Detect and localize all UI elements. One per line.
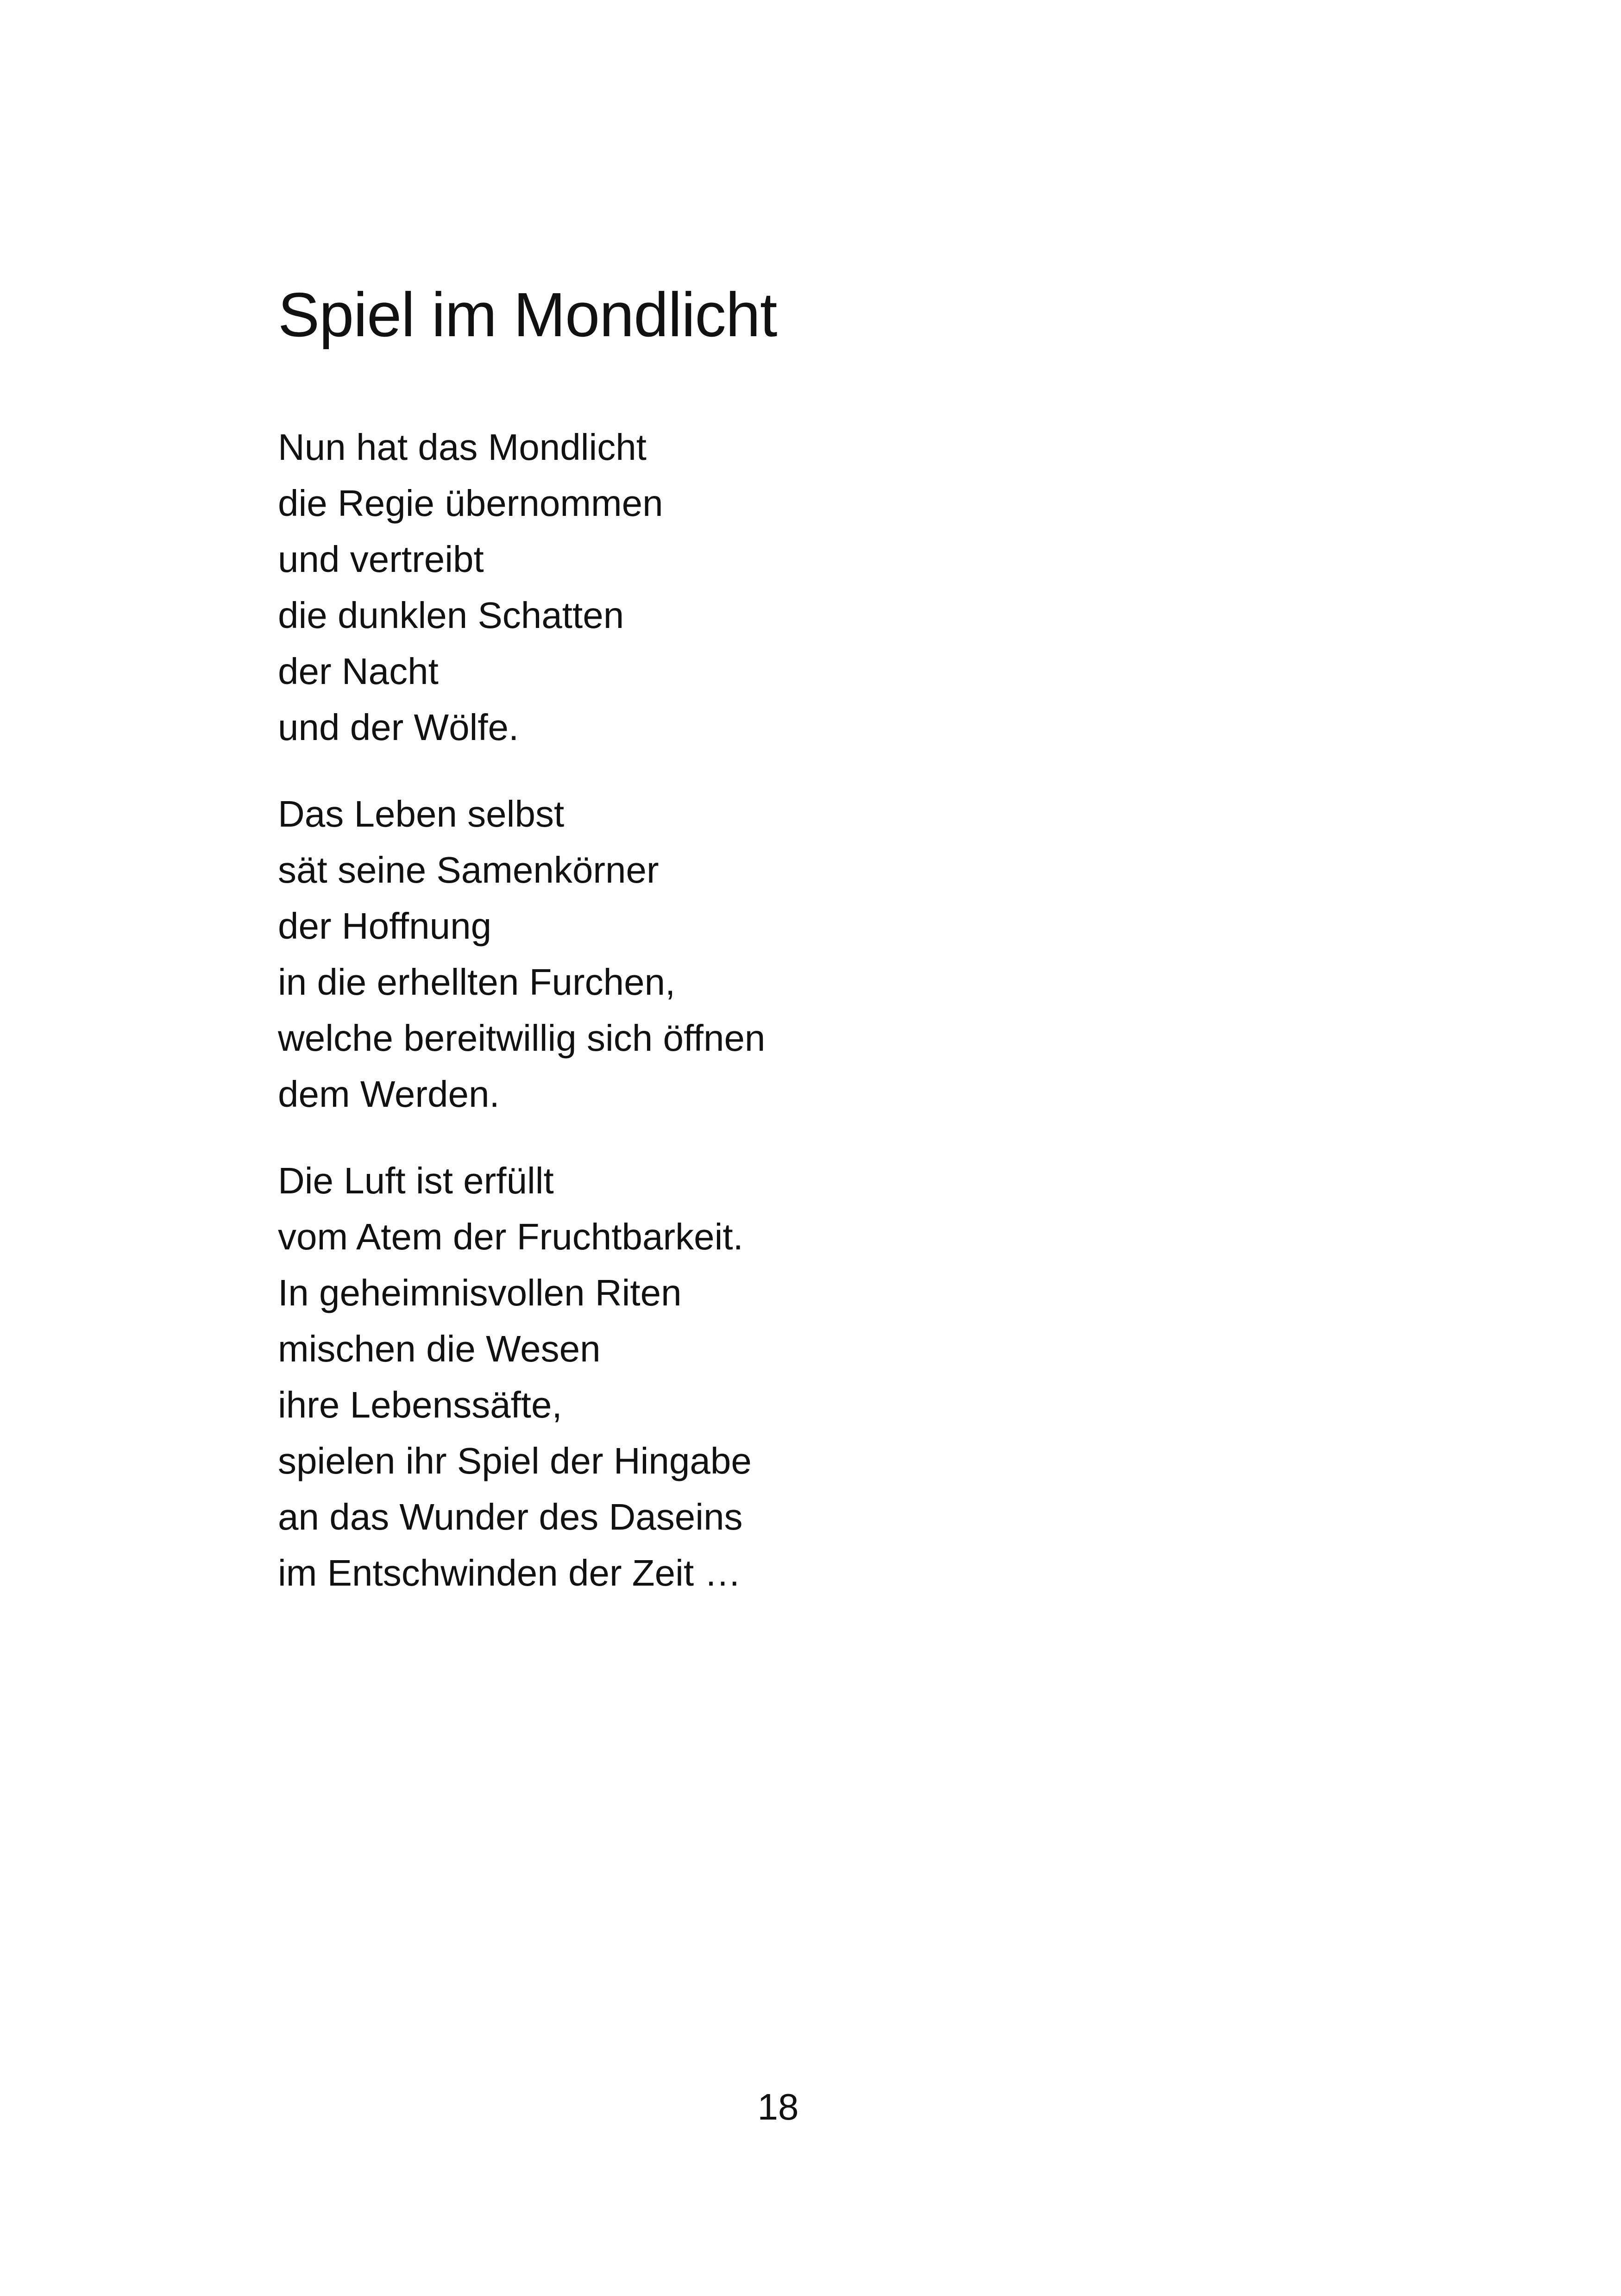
poem-line: welche bereitwillig sich öffnen bbox=[278, 1017, 766, 1059]
poem-line: sät seine Samenkörner bbox=[278, 849, 659, 891]
stanza-2 bbox=[278, 786, 1389, 1122]
poem-line: der Nacht bbox=[278, 651, 439, 692]
stanza-1 bbox=[278, 419, 1389, 755]
poem-line: die dunklen Schatten bbox=[278, 595, 624, 636]
poem-line: ihre Lebenssäfte, bbox=[278, 1384, 562, 1425]
poem-line: im Entschwinden der Zeit … bbox=[278, 1552, 741, 1593]
poem-line: Nun hat das Mondlicht bbox=[278, 427, 647, 468]
poem-line: spielen ihr Spiel der Hingabe bbox=[278, 1440, 752, 1481]
poem-line: mischen die Wesen bbox=[278, 1328, 601, 1369]
poem-line: an das Wunder des Daseins bbox=[278, 1496, 743, 1537]
poem-line: der Hoffnung bbox=[278, 905, 492, 947]
poem-body bbox=[278, 419, 1389, 1631]
poem-line: in die erhellten Furchen, bbox=[278, 961, 676, 1003]
poem-title: Spiel im Mondlicht bbox=[278, 280, 777, 350]
stanza-3 bbox=[278, 1153, 1389, 1601]
poem-line: Die Luft ist erfüllt bbox=[278, 1160, 554, 1201]
poem-line: die Regie übernommen bbox=[278, 483, 663, 524]
poem-line: vom Atem der Fruchtbarkeit. bbox=[278, 1216, 743, 1257]
poem-line: dem Werden. bbox=[278, 1073, 500, 1115]
poem-line: und der Wölfe. bbox=[278, 707, 519, 748]
page-number: 18 bbox=[757, 2086, 799, 2127]
poem-line: In geheimnisvollen Riten bbox=[278, 1272, 682, 1313]
poem-line: und vertreibt bbox=[278, 539, 484, 580]
poem-line: Das Leben selbst bbox=[278, 793, 565, 834]
